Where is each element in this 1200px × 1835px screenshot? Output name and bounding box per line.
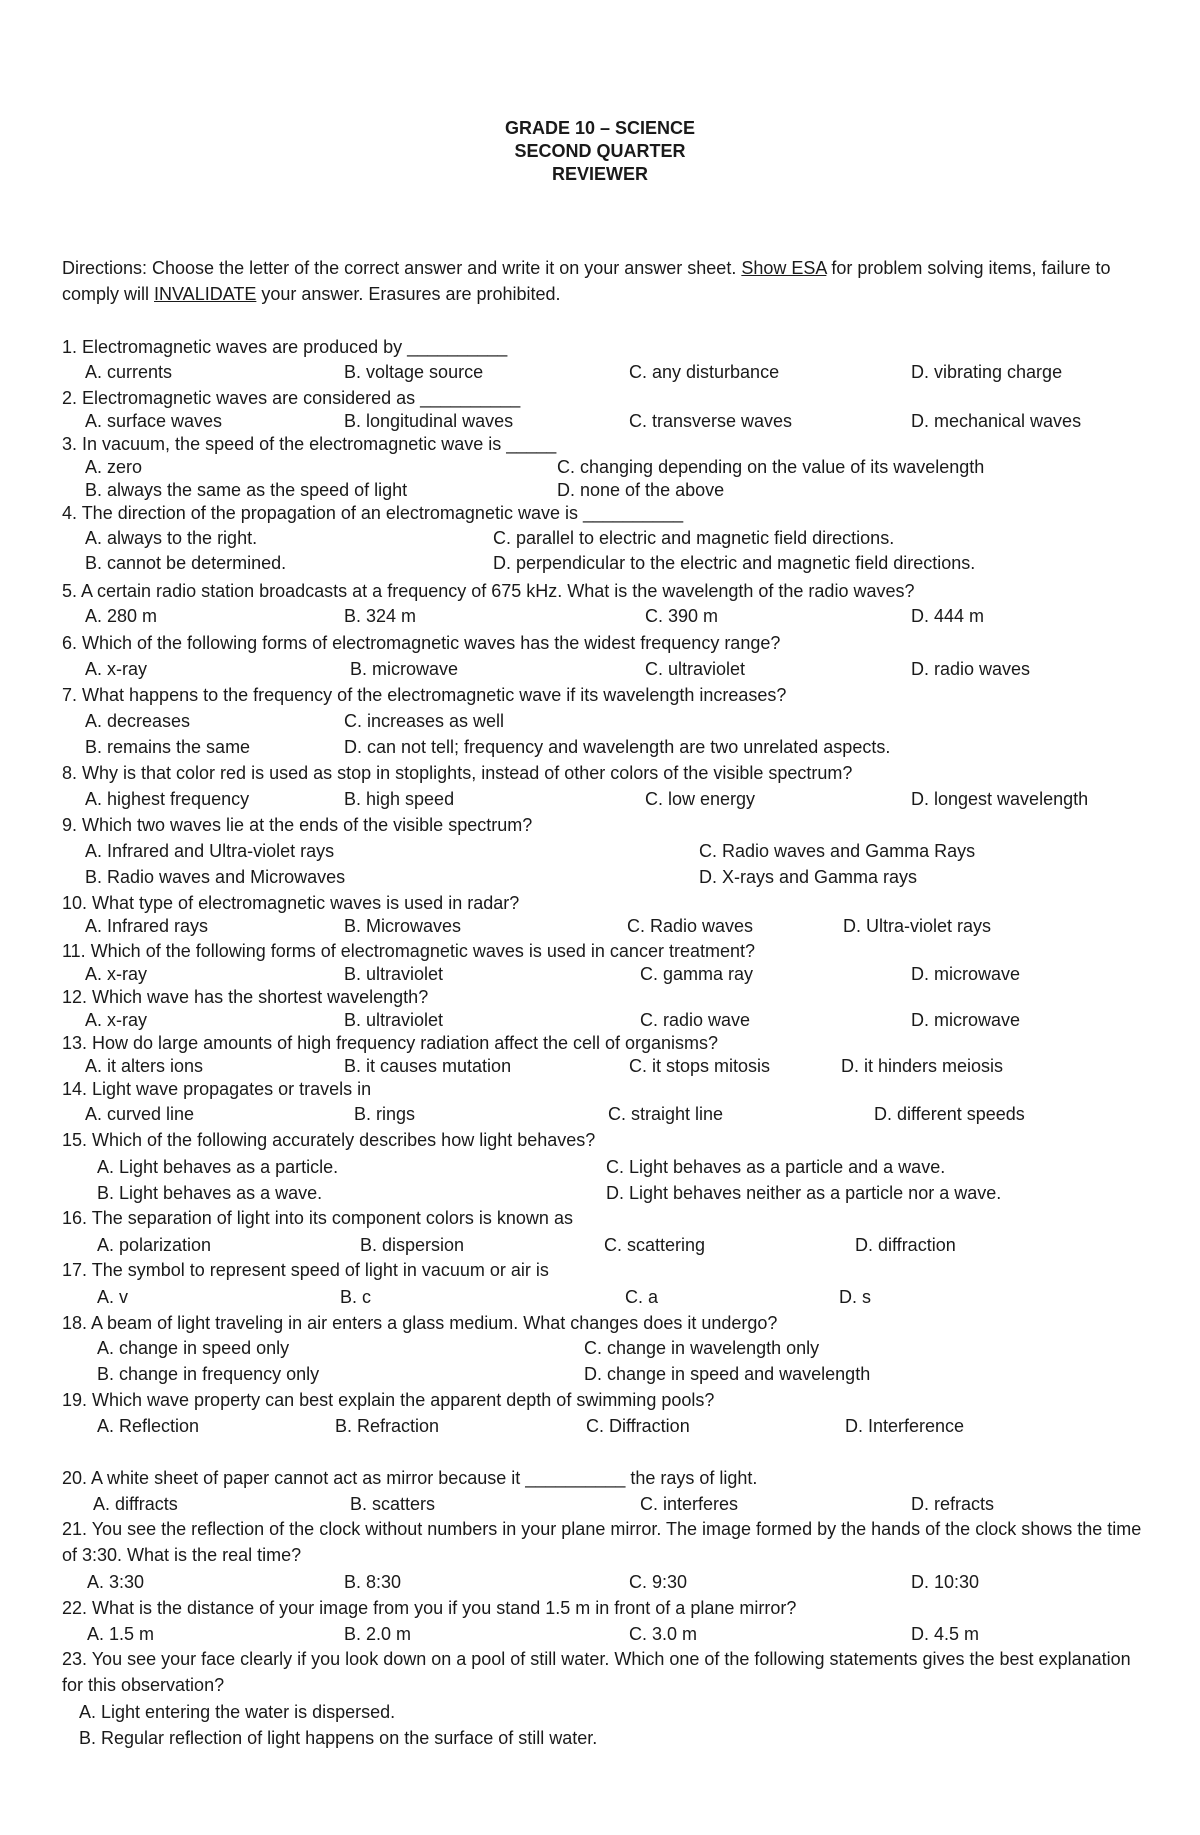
q2-option-c: C. transverse waves — [629, 411, 793, 431]
q21-option-b: B. 8:30 — [344, 1572, 402, 1592]
invalidate-text: INVALIDATE — [154, 284, 257, 304]
q6-option-d: D. radio waves — [911, 659, 1031, 679]
q12-option-c: C. radio wave — [640, 1010, 751, 1030]
q9-option-d: D. X-rays and Gamma rays — [699, 867, 918, 887]
q22-option-d: D. 4.5 m — [911, 1624, 980, 1644]
question-12: 12. Which wave has the shortest wavelength? — [62, 987, 429, 1007]
q4-option-a: A. always to the right. — [85, 528, 258, 548]
q5-option-d: D. 444 m — [911, 606, 985, 626]
question-11: 11. Which of the following forms of electromagnetic waves is used in cancer treatment? — [62, 941, 755, 961]
q19-option-d: D. Interference — [845, 1416, 965, 1436]
q8-option-a: A. highest frequency — [85, 789, 250, 809]
q23-option-a: A. Light entering the water is dispersed. — [79, 1702, 396, 1722]
q1-option-c: C. any disturbance — [629, 362, 780, 382]
q6-option-b: B. microwave — [350, 659, 459, 679]
q18-option-d: D. change in speed and wavelength — [584, 1364, 871, 1384]
directions-text-1: Directions: Choose the letter of the correct answer and write it on your answer sheet. — [62, 258, 742, 278]
question-5: 5. A certain radio station broadcasts at a frequency of 675 kHz. What is the wavelength of the radio waves? — [62, 581, 915, 601]
q17-option-a: A. v — [97, 1287, 129, 1307]
question-20: 20. A white sheet of paper cannot act as mirror because it __________ the rays of light. — [62, 1468, 758, 1488]
q15-option-a: A. Light behaves as a particle. — [97, 1157, 339, 1177]
header-quarter: SECOND QUARTER — [514, 141, 686, 161]
q8-option-b: B. high speed — [344, 789, 455, 809]
q16-option-a: A. polarization — [97, 1235, 212, 1255]
q4-option-c: C. parallel to electric and magnetic field directions. — [493, 528, 895, 548]
q13-option-a: A. it alters ions — [85, 1056, 204, 1076]
q10-option-c: C. Radio waves — [627, 916, 754, 936]
question-4: 4. The direction of the propagation of an electromagnetic wave is __________ — [62, 503, 684, 523]
q14-option-d: D. different speeds — [874, 1104, 1025, 1124]
q3-option-a: A. zero — [85, 457, 143, 477]
question-2: 2. Electromagnetic waves are considered as __________ — [62, 388, 521, 408]
q3-option-c: C. changing depending on the value of its wavelength — [557, 457, 985, 477]
q18-option-a: A. change in speed only — [97, 1338, 290, 1358]
q22-option-c: C. 3.0 m — [629, 1624, 698, 1644]
q8-option-c: C. low energy — [645, 789, 756, 809]
q8-option-d: D. longest wavelength — [911, 789, 1089, 809]
q7-option-a: A. decreases — [85, 711, 191, 731]
q9-option-c: C. Radio waves and Gamma Rays — [699, 841, 976, 861]
q20-option-c: C. interferes — [640, 1494, 739, 1514]
q13-option-d: D. it hinders meiosis — [841, 1056, 1004, 1076]
q22-option-a: A. 1.5 m — [87, 1624, 155, 1644]
question-17: 17. The symbol to represent speed of light in vacuum or air is — [62, 1260, 549, 1280]
q13-option-c: C. it stops mitosis — [629, 1056, 771, 1076]
q20-option-d: D. refracts — [911, 1494, 995, 1514]
q2-option-a: A. surface waves — [85, 411, 223, 431]
question-10: 10. What type of electromagnetic waves is used in radar? — [62, 893, 520, 913]
q12-option-a: A. x-ray — [85, 1010, 148, 1030]
q7-option-b: B. remains the same — [85, 737, 251, 757]
directions — [62, 255, 1147, 307]
directions-text-3: your answer. Erasures are prohibited. — [256, 284, 561, 304]
q14-option-a: A. curved line — [85, 1104, 195, 1124]
q9-option-b: B. Radio waves and Microwaves — [85, 867, 346, 887]
question-3: 3. In vacuum, the speed of the electromagnetic wave is _____ — [62, 434, 557, 454]
q6-option-c: C. ultraviolet — [645, 659, 746, 679]
question-9: 9. Which two waves lie at the ends of the visible spectrum? — [62, 815, 533, 835]
q12-option-b: B. ultraviolet — [344, 1010, 444, 1030]
q16-option-c: C. scattering — [604, 1235, 706, 1255]
q10-option-a: A. Infrared rays — [85, 916, 209, 936]
q4-option-b: B. cannot be determined. — [85, 553, 287, 573]
q17-option-b: B. c — [340, 1287, 372, 1307]
q5-option-a: A. 280 m — [85, 606, 158, 626]
question-13: 13. How do large amounts of high frequency radiation affect the cell of organisms? — [62, 1033, 719, 1053]
q14-option-c: C. straight line — [608, 1104, 724, 1124]
q7-option-c: C. increases as well — [344, 711, 505, 731]
q2-option-d: D. mechanical waves — [911, 411, 1082, 431]
q4-option-d: D. perpendicular to the electric and magnetic field directions. — [493, 553, 976, 573]
question-18: 18. A beam of light traveling in air enters a glass medium. What changes does it undergo? — [62, 1313, 778, 1333]
q9-option-a: A. Infrared and Ultra-violet rays — [85, 841, 335, 861]
question-1: 1. Electromagnetic waves are produced by __________ — [62, 337, 508, 357]
q1-option-d: D. vibrating charge — [911, 362, 1063, 382]
q11-option-a: A. x-ray — [85, 964, 148, 984]
q21-option-a: A. 3:30 — [87, 1572, 145, 1592]
question-15: 15. Which of the following accurately describes how light behaves? — [62, 1130, 596, 1150]
q7-option-d: D. can not tell; frequency and wavelength are two unrelated aspects. — [344, 737, 891, 757]
q2-option-b: B. longitudinal waves — [344, 411, 514, 431]
q15-option-c: C. Light behaves as a particle and a wave. — [606, 1157, 946, 1177]
q11-option-c: C. gamma ray — [640, 964, 754, 984]
q1-option-b: B. voltage source — [344, 362, 484, 382]
show-esa-text: Show ESA — [741, 258, 827, 278]
q19-option-c: C. Diffraction — [586, 1416, 690, 1436]
q20-option-a: A. diffracts — [93, 1494, 178, 1514]
question-16: 16. The separation of light into its component colors is known as — [62, 1208, 573, 1228]
question-23: 23. You see your face clearly if you look down on a pool of still water. Which one of the following statements gives the best explanation for this observation? — [62, 1649, 1131, 1695]
q11-option-d: D. microwave — [911, 964, 1021, 984]
q12-option-d: D. microwave — [911, 1010, 1021, 1030]
q19-option-b: B. Refraction — [335, 1416, 440, 1436]
question-8: 8. Why is that color red is used as stop in stoplights, instead of other colors of the visible spectrum? — [62, 763, 853, 783]
q16-option-b: B. dispersion — [360, 1235, 465, 1255]
question-19: 19. Which wave property can best explain the apparent depth of swimming pools? — [62, 1390, 715, 1410]
q5-option-b: B. 324 m — [344, 606, 417, 626]
q3-option-b: B. always the same as the speed of light — [85, 480, 408, 500]
q13-option-b: B. it causes mutation — [344, 1056, 512, 1076]
header-reviewer: REVIEWER — [551, 164, 648, 184]
question-22: 22. What is the distance of your image from you if you stand 1.5 m in front of a plane mirror? — [62, 1598, 797, 1618]
directions-text-2: for problem solving items, failure to comply will — [62, 258, 1111, 304]
q17-option-d: D. s — [839, 1287, 872, 1307]
q21-option-d: D. 10:30 — [911, 1572, 980, 1592]
question-7: 7. What happens to the frequency of the electromagnetic wave if its wavelength increases? — [62, 685, 787, 705]
q17-option-c: C. a — [625, 1287, 659, 1307]
q20-option-b: B. scatters — [350, 1494, 436, 1514]
q3-option-d: D. none of the above — [557, 480, 725, 500]
q22-option-b: B. 2.0 m — [344, 1624, 412, 1644]
q15-option-b: B. Light behaves as a wave. — [97, 1183, 323, 1203]
q10-option-d: D. Ultra-violet rays — [843, 916, 992, 936]
q6-option-a: A. x-ray — [85, 659, 148, 679]
header-grade: GRADE 10 – SCIENCE — [504, 118, 696, 138]
q21-option-c: C. 9:30 — [629, 1572, 688, 1592]
q1-option-a: A. currents — [85, 362, 173, 382]
q14-option-b: B. rings — [354, 1104, 416, 1124]
q19-option-a: A. Reflection — [97, 1416, 200, 1436]
q11-option-b: B. ultraviolet — [344, 964, 444, 984]
q23-option-b: B. Regular reflection of light happens on the surface of still water. — [79, 1728, 598, 1748]
q10-option-b: B. Microwaves — [344, 916, 462, 936]
question-6: 6. Which of the following forms of electromagnetic waves has the widest frequency range? — [62, 633, 781, 653]
q5-option-c: C. 390 m — [645, 606, 719, 626]
q15-option-d: D. Light behaves neither as a particle nor a wave. — [606, 1183, 1002, 1203]
question-21: 21. You see the reflection of the clock without numbers in your plane mirror. The image formed by the hands of the clock shows the time of 3:30. What is the real time? — [62, 1519, 1142, 1565]
question-14: 14. Light wave propagates or travels in — [62, 1079, 372, 1099]
q16-option-d: D. diffraction — [855, 1235, 956, 1255]
q18-option-c: C. change in wavelength only — [584, 1338, 820, 1358]
q18-option-b: B. change in frequency only — [97, 1364, 320, 1384]
